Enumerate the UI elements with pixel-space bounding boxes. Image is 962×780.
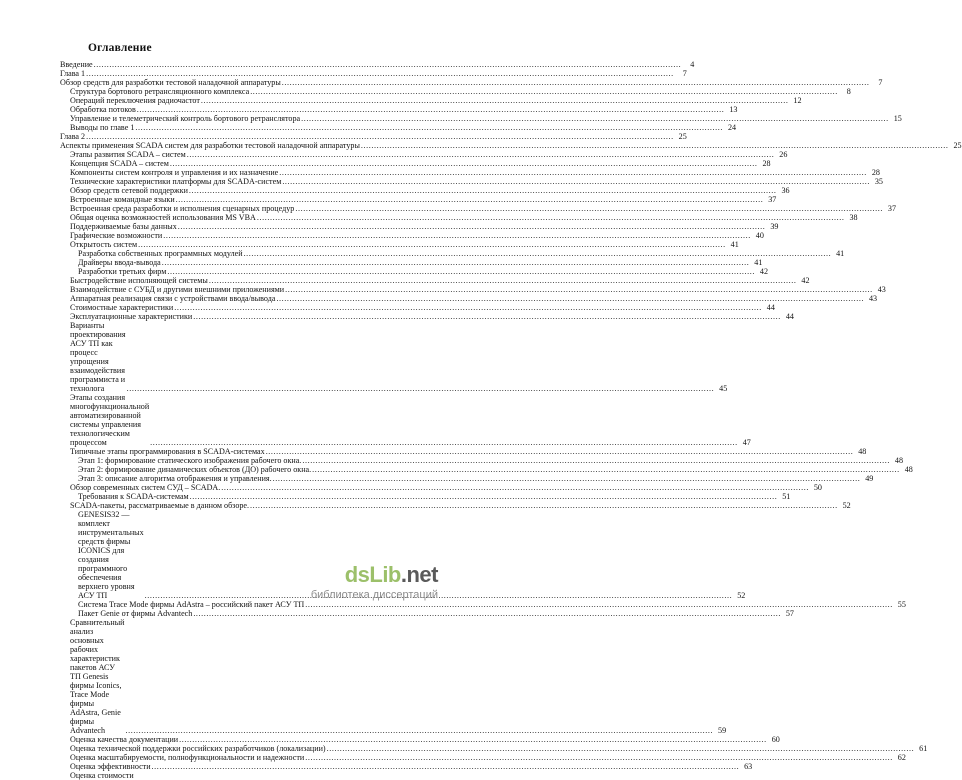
toc-entry-label: Операций переключения радиочастот [70, 96, 200, 105]
toc-entry[interactable] [60, 159, 771, 168]
toc-entry-label: Этап 3: описание алгоритма отображения и управления. [78, 474, 272, 483]
toc-leader-dots [305, 753, 893, 762]
toc-leader-dots [174, 303, 762, 312]
toc-entry-label: Обзор средств для разработки тестовой наладочной аппаратуры [60, 78, 281, 87]
toc-leader-dots [282, 78, 870, 87]
toc-entry-label: Оценка качества документации [70, 735, 179, 744]
toc-leader-dots [187, 150, 775, 159]
toc-leader-dots [94, 60, 682, 69]
toc-entry-label: Сравнительный анализ основных рабочих характеристик пакетов АСУ ТП Genesis фирмы Iconics, Trace Mode фирмы AdAstra, Genie фирмы Advantech [70, 618, 125, 735]
toc-leader-dots [145, 591, 733, 600]
toc-entry[interactable] [60, 456, 903, 465]
watermark-subtitle: библиотека диссертаций [310, 589, 438, 601]
toc-entry[interactable] [60, 285, 886, 294]
toc-leader-dots [86, 69, 674, 78]
toc-entry-page: 37 [768, 195, 777, 204]
toc-leader-dots [125, 726, 713, 735]
toc-entry-label: Обзор современных систем СУД – SCADA. [70, 483, 221, 492]
toc-entry[interactable] [60, 465, 913, 474]
toc-entry[interactable] [60, 501, 851, 510]
toc-entry[interactable] [60, 294, 878, 303]
toc-leader-dots [302, 456, 890, 465]
toc-leader-dots [244, 249, 832, 258]
toc-entry-label: Разработки третьих фирм [78, 267, 167, 276]
toc-leader-dots [138, 240, 726, 249]
toc-leader-dots [193, 312, 781, 321]
toc-entry-page: 45 [719, 384, 728, 393]
watermark-logo-main: dsLib [344, 562, 401, 587]
toc-entry-page: 7 [878, 78, 883, 87]
toc-entry-page: 41 [754, 258, 763, 267]
toc-entry-page: 36 [781, 186, 790, 195]
toc-entry-label: Варианты проектирования АСУ ТП как процесс упрощения взаимодействия программиста и технолога [70, 321, 126, 393]
toc-entry[interactable] [60, 123, 737, 132]
toc-entry[interactable] [60, 177, 883, 186]
toc-entry-label: Концепция SCADA – систем [70, 159, 169, 168]
toc-entry-page: 57 [785, 609, 794, 618]
toc-entry-page: 41 [836, 249, 845, 258]
toc-entry-page: 44 [785, 312, 794, 321]
toc-entry-label: Обработка потоков [70, 105, 136, 114]
toc-entry-label: Открытость систем [70, 240, 138, 249]
toc-leader-dots [176, 195, 764, 204]
toc-entry[interactable] [60, 258, 763, 267]
toc-entry-page: 4 [690, 60, 695, 69]
toc-entry[interactable] [60, 609, 794, 618]
toc-entry-label: Компоненты систем контроля и управления и их назначение [70, 168, 279, 177]
toc-entry[interactable] [60, 771, 418, 780]
toc-leader-dots [179, 735, 767, 744]
toc-entry-label: Глава 1 [60, 69, 86, 78]
toc-entry[interactable] [60, 186, 790, 195]
toc-leader-dots [190, 492, 778, 501]
toc-entry-page: 39 [770, 222, 779, 231]
toc-leader-dots [170, 159, 758, 168]
toc-entry-page: 7 [682, 69, 687, 78]
toc-entry-page: 25 [953, 141, 962, 150]
toc-entry[interactable] [60, 267, 768, 276]
toc-entry-page: 48 [894, 456, 903, 465]
toc-entry[interactable] [60, 105, 738, 114]
toc-entry[interactable] [60, 60, 695, 69]
toc-leader-dots [127, 384, 715, 393]
toc-entry[interactable] [60, 96, 802, 105]
toc-entry-page: 50 [813, 483, 822, 492]
toc-entry[interactable] [60, 312, 794, 321]
watermark-logo-suffix: .net [400, 562, 438, 587]
toc-entry-page: 25 [678, 132, 687, 141]
toc-entry[interactable] [60, 132, 687, 141]
toc-leader-dots [162, 258, 750, 267]
toc-entry-label: Графические возможности [70, 231, 163, 240]
toc-entry-label: GENESIS32 — комплект инструментальных средств фирмы ICONICS для создания программного обеспечения верхнего уровня АСУ ТП [78, 510, 144, 600]
toc-entry-label: Взаимодействие с СУБД и другими внешними приложениями [70, 285, 285, 294]
toc-entry-label: Оценка эффективности [70, 762, 151, 771]
toc-entry-label: Технические характеристики платформы для SCADA-систем [70, 177, 282, 186]
toc-entry-page: 51 [782, 492, 791, 501]
toc-entry-page: 48 [858, 447, 867, 456]
toc-entry[interactable] [60, 276, 810, 285]
toc-entry-page: 48 [904, 465, 913, 474]
toc-leader-dots [266, 447, 854, 456]
toc-entry-label: Пакет Genie от фирмы Advantech [78, 609, 193, 618]
toc-leader-dots [312, 465, 900, 474]
toc-leader-dots [163, 231, 751, 240]
toc-leader-dots [361, 141, 949, 150]
toc-leader-dots [327, 744, 915, 753]
toc-leader-dots [282, 177, 870, 186]
toc-leader-dots [221, 483, 809, 492]
toc-entry-label: Оценка технической поддержки российских разработчиков (локализации) [70, 744, 326, 753]
toc-leader-dots [285, 285, 873, 294]
toc-entry-page: 41 [730, 240, 739, 249]
toc-entry-page: 15 [893, 114, 902, 123]
toc-leader-dots [301, 114, 889, 123]
toc-entry-label: Глава 2 [60, 132, 86, 141]
toc-entry[interactable] [60, 150, 788, 159]
toc-entry-label: Общая оценка возможностей использования MS VBA [70, 213, 256, 222]
toc-entry[interactable] [60, 303, 775, 312]
toc-entry-page: 44 [766, 303, 775, 312]
toc-entry[interactable] [60, 168, 880, 177]
toc-entry[interactable] [60, 69, 687, 78]
toc-entry[interactable] [60, 753, 906, 762]
toc-entry-label: Оценка стоимости [70, 771, 134, 780]
toc-leader-dots [295, 204, 883, 213]
toc-leader-dots [201, 96, 789, 105]
toc-entry-page: 24 [727, 123, 737, 132]
toc-leader-dots [152, 762, 740, 771]
toc-entry-page: 42 [759, 267, 768, 276]
toc-leader-dots [257, 213, 845, 222]
toc-entry[interactable] [60, 222, 779, 231]
toc-entry-page: 35 [874, 177, 883, 186]
toc-entry-label: Типичные этапы программирования в SCADA-системах [70, 447, 265, 456]
toc-entry[interactable] [60, 483, 822, 492]
toc-entry-label: Требования к SCADA-системам [78, 492, 189, 501]
toc-leader-dots [86, 132, 674, 141]
page-title: Оглавление [88, 42, 152, 54]
toc-entry[interactable] [60, 735, 780, 744]
toc-entry-label: SCADA-пакеты, рассматриваемые в данном обзоре. [70, 501, 250, 510]
toc-entry-label: Этап 1: формирование статического изображения рабочего окна. [78, 456, 302, 465]
toc-entry-page: 28 [762, 159, 771, 168]
toc-entry[interactable] [60, 393, 751, 447]
toc-entry-label: Этапы создания многофункциональной автоматизированной системы управления технологическим процессом [70, 393, 150, 447]
toc-entry[interactable] [60, 78, 883, 87]
toc-entry-page: 42 [801, 276, 810, 285]
toc-entry-page: 12 [793, 96, 802, 105]
toc-entry-page: 62 [897, 753, 906, 762]
toc-entry-page: 43 [877, 285, 886, 294]
toc-leader-dots [193, 609, 781, 618]
toc-leader-dots [137, 105, 725, 114]
toc-entry[interactable] [60, 87, 851, 96]
toc-entry-label: Этапы развития SCADA – систем [70, 150, 186, 159]
toc-entry-label: Быстродействие исполняющей системы [70, 276, 208, 285]
toc-entry-page: 63 [744, 762, 753, 771]
toc-entry-page: 55 [897, 600, 906, 609]
toc-entry[interactable] [60, 321, 728, 393]
toc-entry[interactable] [60, 204, 896, 213]
toc-entry[interactable] [60, 213, 858, 222]
toc-entry-label: Система Trace Mode фирмы AdAstra – российский пакет АСУ ТП [78, 600, 305, 609]
toc-entry-label: Поддерживаемые базы данных [70, 222, 177, 231]
toc-entry-label: Управление и телеметрический контроль бортового ретранслятора [70, 114, 301, 123]
toc-entry-label: Стоимостные характеристики [70, 303, 174, 312]
toc-entry-page: 61 [919, 744, 928, 753]
toc-entry[interactable] [60, 744, 928, 753]
toc-entry-label: Разработка собственных программных модулей [78, 249, 243, 258]
toc-entry-page: 52 [737, 591, 746, 600]
toc-entry-label: Выводы по главе 1 [70, 123, 135, 132]
toc-entry[interactable] [60, 474, 874, 483]
toc-leader-dots [189, 186, 777, 195]
toc-leader-dots [150, 438, 738, 447]
toc-entry[interactable] [60, 249, 845, 258]
toc-leader-dots [273, 474, 861, 483]
toc-entry-label: Обзор средств сетевой поддержки [70, 186, 188, 195]
toc-entry-label: Структура бортового ретрансляционного комплекса [70, 87, 250, 96]
toc-entry[interactable] [60, 447, 867, 456]
toc-entry-page: 13 [729, 105, 738, 114]
toc-entry[interactable] [60, 492, 791, 501]
toc-entry-label: Драйверы ввода-вывода [78, 258, 161, 267]
toc-entry[interactable] [60, 141, 962, 150]
toc-entry[interactable] [60, 231, 764, 240]
toc-leader-dots [178, 222, 766, 231]
toc-leader-dots [250, 87, 838, 96]
toc-leader-dots [167, 267, 755, 276]
toc-entry-page: 40 [755, 231, 764, 240]
toc-entry[interactable] [60, 114, 902, 123]
toc-entry-page: 43 [869, 294, 878, 303]
toc-leader-dots [279, 168, 867, 177]
toc-leader-dots [250, 501, 838, 510]
toc-entry-page: 38 [849, 213, 858, 222]
toc-entry[interactable] [60, 195, 777, 204]
toc-entry-label: Введение [60, 60, 93, 69]
toc-entry-page: 26 [779, 150, 788, 159]
toc-entry-page: 37 [887, 204, 896, 213]
toc-leader-dots [209, 276, 797, 285]
watermark [308, 562, 438, 606]
toc-entry-page: 60 [771, 735, 780, 744]
toc-entry-page: 52 [842, 501, 851, 510]
toc-entry-label: Встроенные командные языки [70, 195, 175, 204]
toc-entry-label: Аппаратная реализация связи с устройствами ввода/вывода [70, 294, 276, 303]
toc-entry-label: Аспекты применения SCADA систем для разработки тестовой наладочной аппаратуры [60, 141, 360, 150]
toc-entry-label: Этап 2: формирование динамических объектов (ДО) рабочего окна. [78, 465, 312, 474]
toc-entry-page: 47 [742, 438, 751, 447]
toc-entry[interactable] [60, 240, 739, 249]
toc-entry-label: Оценка масштабируемости, полнофункциональности и надежности [70, 753, 305, 762]
toc-entry-label: Эксплуатационные характеристики [70, 312, 193, 321]
watermark-logo [345, 562, 438, 588]
toc-entry[interactable] [60, 618, 727, 735]
toc-entry[interactable] [60, 762, 753, 771]
toc-entry-page: 8 [846, 87, 851, 96]
toc-leader-dots [276, 294, 864, 303]
toc-entry-page: 49 [865, 474, 874, 483]
toc-entry-page: 59 [718, 726, 727, 735]
toc-entry-page: 28 [871, 168, 880, 177]
toc-entry-label: Встроенная среда разработки и исполнения сценарных процедур [70, 204, 295, 213]
toc-leader-dots [135, 123, 723, 132]
